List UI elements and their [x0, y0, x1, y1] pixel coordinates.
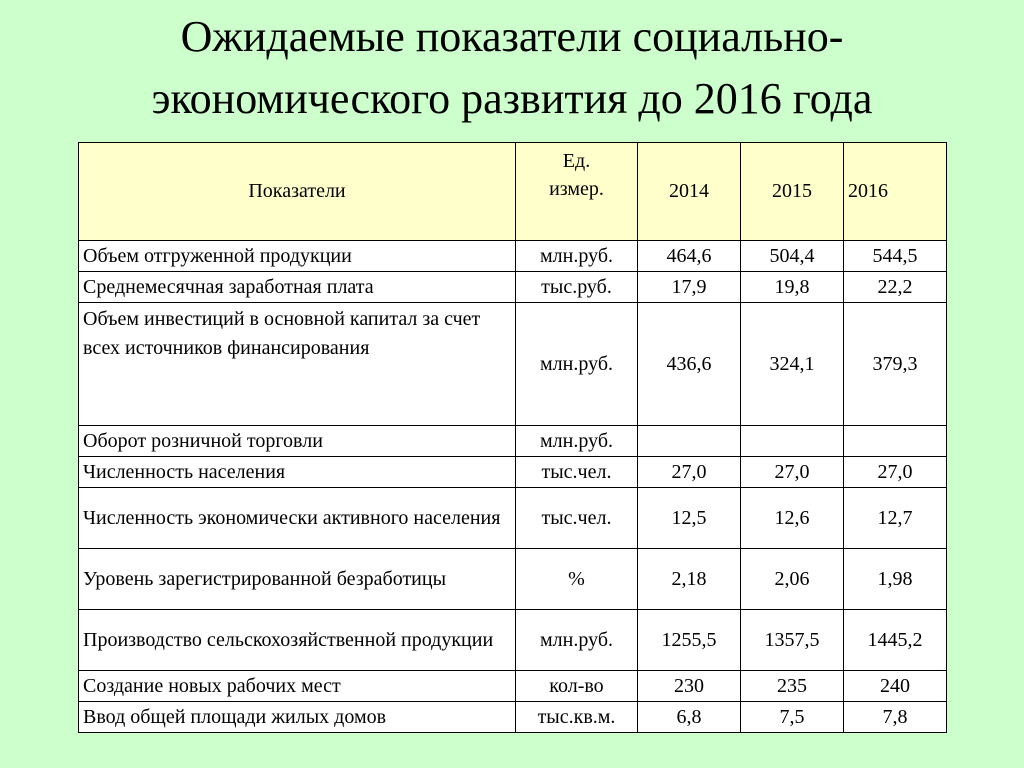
row-unit: тыс.чел. [516, 457, 638, 488]
header-indicator: Показатели [79, 143, 516, 241]
row-indicator-name: Объем инвестиций в основной капитал за счет всех источников финансирования [79, 303, 516, 426]
table-row [79, 426, 947, 457]
row-value-2016: 1445,2 [844, 610, 947, 671]
row-value-2014: 464,6 [638, 241, 741, 272]
row-indicator-name: Среднемесячная заработная плата [79, 272, 516, 303]
row-value-2014: 230 [638, 671, 741, 702]
row-indicator-name: Уровень зарегистрированной безработицы [79, 549, 516, 610]
header-unit-line-2: измер. [549, 178, 604, 200]
table-row [79, 457, 947, 488]
table-row [79, 303, 947, 426]
row-value-2015: 324,1 [741, 303, 844, 426]
table-row [79, 671, 947, 702]
row-value-2014 [638, 426, 741, 457]
row-indicator-name: Численность населения [79, 457, 516, 488]
row-unit: тыс.руб. [516, 272, 638, 303]
slide-title-line-2: экономического развития до 2016 года [151, 74, 873, 123]
slide-title-line-1: Ожидаемые показатели социально- [180, 12, 844, 61]
row-value-2016: 22,2 [844, 272, 947, 303]
row-unit: % [516, 549, 638, 610]
row-unit: млн.руб. [516, 426, 638, 457]
row-value-2015 [741, 426, 844, 457]
row-value-2015: 235 [741, 671, 844, 702]
row-unit: тыс.кв.м. [516, 702, 638, 733]
row-value-2015: 1357,5 [741, 610, 844, 671]
row-value-2016: 12,7 [844, 488, 947, 549]
row-value-2016 [844, 426, 947, 457]
header-year-2016: 2016 [844, 143, 947, 241]
header-unit-line-1: Ед. [562, 150, 591, 172]
row-indicator-name: Производство сельскохозяйственной продукции [79, 610, 516, 671]
row-value-2014: 17,9 [638, 272, 741, 303]
row-value-2014: 2,18 [638, 549, 741, 610]
row-value-2015: 19,8 [741, 272, 844, 303]
table-row [79, 610, 947, 671]
row-value-2016: 379,3 [844, 303, 947, 426]
row-value-2015: 2,06 [741, 549, 844, 610]
row-indicator-name: Создание новых рабочих мест [79, 671, 516, 702]
row-value-2014: 12,5 [638, 488, 741, 549]
table-row [79, 272, 947, 303]
table-row [79, 241, 947, 272]
row-value-2014: 1255,5 [638, 610, 741, 671]
row-indicator-name: Ввод общей площади жилых домов [79, 702, 516, 733]
row-value-2015: 7,5 [741, 702, 844, 733]
row-unit: тыс.чел. [516, 488, 638, 549]
row-value-2014: 27,0 [638, 457, 741, 488]
slide-title [0, 6, 1024, 130]
row-unit: кол-во [516, 671, 638, 702]
row-value-2016: 7,8 [844, 702, 947, 733]
table-row [79, 488, 947, 549]
row-unit: млн.руб. [516, 610, 638, 671]
row-value-2016: 544,5 [844, 241, 947, 272]
row-unit: млн.руб. [516, 303, 638, 426]
row-unit: млн.руб. [516, 241, 638, 272]
row-value-2014: 436,6 [638, 303, 741, 426]
row-value-2014: 6,8 [638, 702, 741, 733]
row-indicator-name: Численность экономически активного населения [79, 488, 516, 549]
row-value-2016: 27,0 [844, 457, 947, 488]
row-indicator-name: Объем отгруженной продукции [79, 241, 516, 272]
header-unit [516, 143, 638, 241]
header-year-2014: 2014 [638, 143, 741, 241]
table-header-row [79, 143, 947, 241]
table-row [79, 702, 947, 733]
row-value-2015: 12,6 [741, 488, 844, 549]
row-value-2015: 504,4 [741, 241, 844, 272]
row-value-2016: 240 [844, 671, 947, 702]
row-indicator-name: Оборот розничной торговли [79, 426, 516, 457]
header-year-2015: 2015 [741, 143, 844, 241]
row-value-2016: 1,98 [844, 549, 947, 610]
indicators-table [78, 142, 947, 733]
table-row [79, 549, 947, 610]
row-value-2015: 27,0 [741, 457, 844, 488]
